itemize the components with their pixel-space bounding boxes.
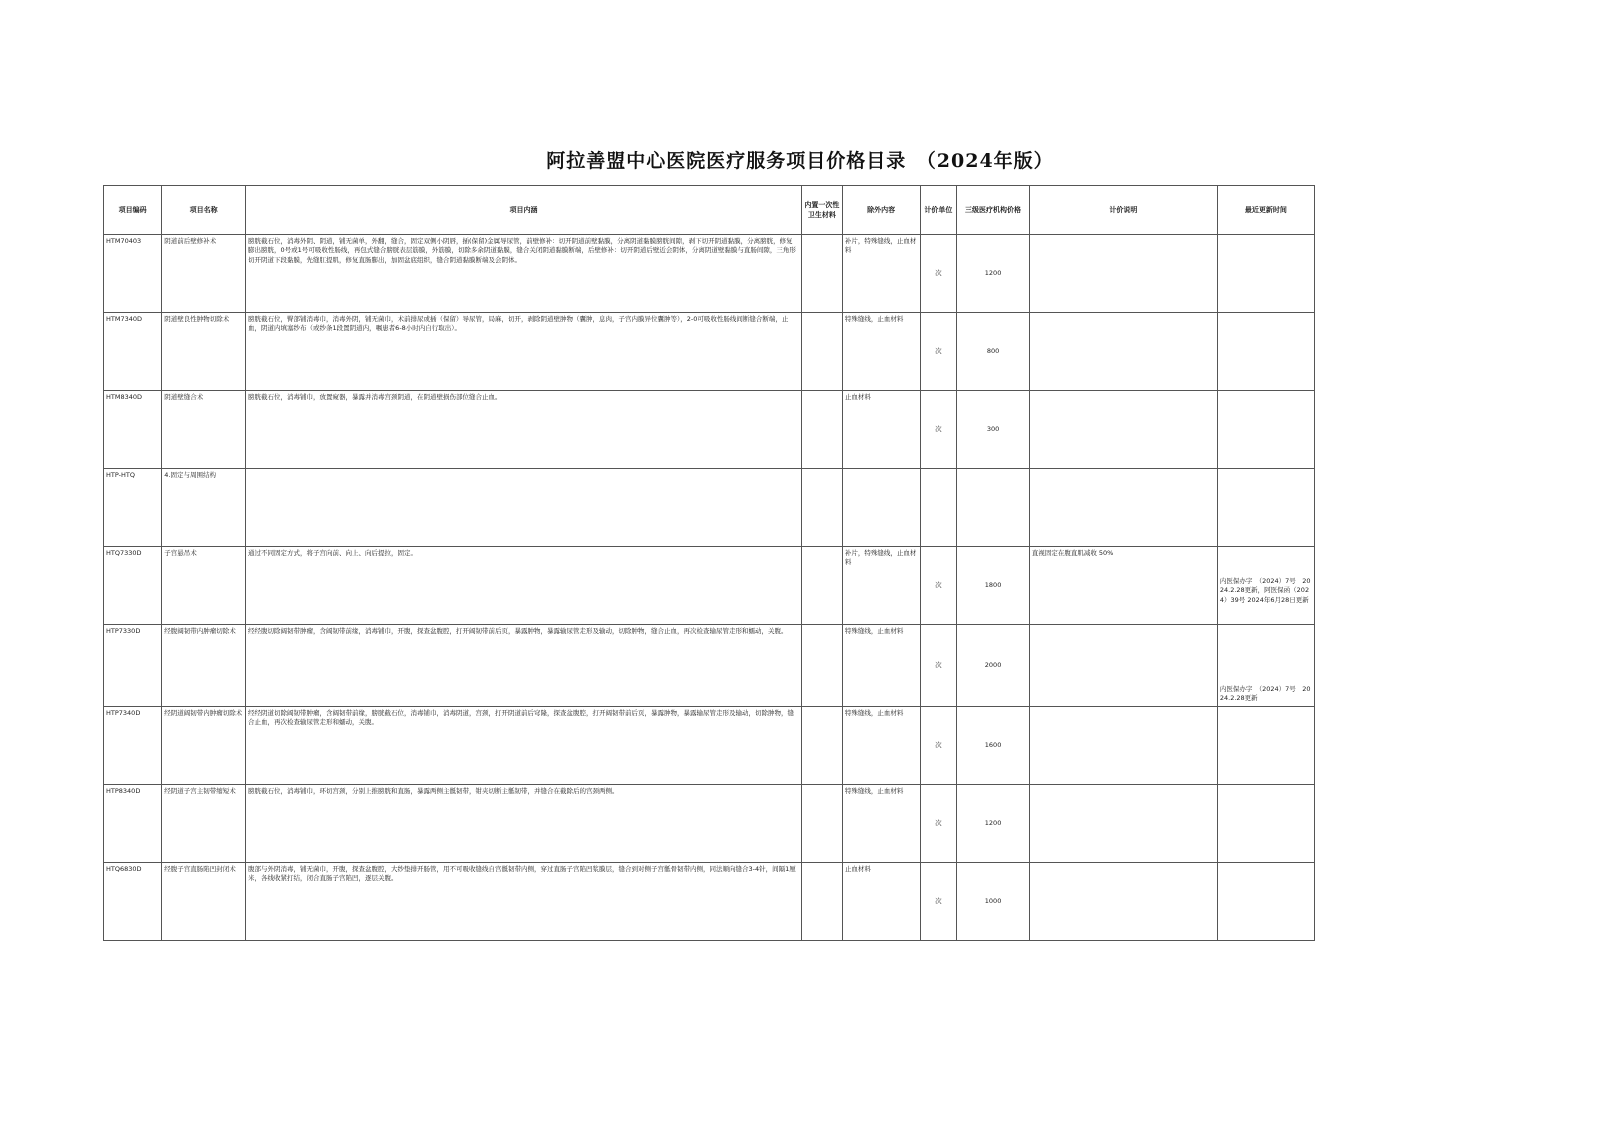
cell-note	[1029, 862, 1217, 940]
table-row	[104, 706, 1315, 784]
cell-price: 1200	[957, 784, 1030, 862]
cell-price: 1800	[957, 547, 1030, 625]
table-row	[104, 313, 1315, 391]
cell-unit: 次	[920, 235, 957, 313]
cell-updated	[1217, 862, 1314, 940]
cell-unit: 次	[920, 862, 957, 940]
cell-excluded: 特殊缝线，止血材料	[842, 784, 920, 862]
header-price: 三级医疗机构价格	[957, 186, 1030, 235]
cell-name: 经阴道子宫主韧带缩短术	[162, 784, 246, 862]
cell-note	[1029, 313, 1217, 391]
header-content: 项目内涵	[246, 186, 802, 235]
cell-unit	[920, 469, 957, 547]
cell-code: HTP8340D	[104, 784, 162, 862]
cell-price	[957, 469, 1030, 547]
cell-excluded: 止血材料	[842, 391, 920, 469]
cell-code: HTP-HTQ	[104, 469, 162, 547]
cell-material	[801, 706, 842, 784]
cell-excluded	[842, 469, 920, 547]
cell-code: HTM7340D	[104, 313, 162, 391]
table-row	[104, 862, 1315, 940]
cell-material	[801, 469, 842, 547]
cell-content: 腹部与外阴消毒，铺无菌巾，开腹，探查盆腹腔，大纱垫排开肠管，用不可吸收缝线自宫骶韧带内侧，穿过直肠子宫陷凹浆膜层，缝合到对侧子宫骶骨韧带内侧，同法顺向缝合3-4针，间隔1厘米，各线收紧打结，闭合直肠子宫陷凹，逐层关腹。	[246, 862, 802, 940]
table-row	[104, 547, 1315, 625]
cell-name: 经腹阔韧带内肿瘤切除术	[162, 625, 246, 707]
cell-excluded: 补片，特殊缝线，止血材料	[842, 235, 920, 313]
cell-updated	[1217, 469, 1314, 547]
table-header-row	[104, 186, 1315, 235]
cell-content: 膀胱截石位，消毒外阴、阴道，铺无菌单，外翻，缝合，固定双侧小阴唇，插(保留)金属导尿管，前壁修补：切开阴道前壁黏膜，分离阴道黏膜膀胱间隙，剥下切开阴道黏膜，分离膀胱，修复膨出膀胱，0号或1号可吸收性肠线，再包式缝合膀胱表层筋膜，外筋膜，切除多余阴道黏膜，缝合关闭阴道黏膜断端，后壁修补：切开阴道后壁近会阴体，分离阴道壁黏膜与直肠间隙，三角形切开阴道下段黏膜，先缝肛提肌，修复直肠膨出，加固盆底组织，缝合阴道黏膜断端及会阴体。	[246, 235, 802, 313]
table-row	[104, 235, 1315, 313]
cell-code: HTP7340D	[104, 706, 162, 784]
cell-price: 1600	[957, 706, 1030, 784]
table-row	[104, 784, 1315, 862]
cell-unit: 次	[920, 784, 957, 862]
cell-updated	[1217, 235, 1314, 313]
cell-note	[1029, 391, 1217, 469]
cell-material	[801, 784, 842, 862]
header-updated: 最近更新时间	[1217, 186, 1314, 235]
cell-price: 800	[957, 313, 1030, 391]
header-name: 项目名称	[162, 186, 246, 235]
cell-material	[801, 313, 842, 391]
cell-name: 4.固定与周围结构	[162, 469, 246, 547]
cell-code: HTP7330D	[104, 625, 162, 707]
cell-material	[801, 547, 842, 625]
cell-note	[1029, 706, 1217, 784]
header-note: 计价说明	[1029, 186, 1217, 235]
cell-content: 膀胱截石位，臀部铺消毒巾，消毒外阴，铺无菌巾，术前排尿或插（保留）导尿管，局麻，切开，剥除阴道壁肿物（囊肿，息肉，子宫内膜异位囊肿等），2-0可吸收性肠线间断缝合断端，止血，阴道内填塞纱布（或纱条1段置阴道内，嘱患者6-8小时内自行取出）。	[246, 313, 802, 391]
table-row	[104, 391, 1315, 469]
cell-content: 经经腹切除阔韧带肿瘤，含阔韧带前缘，消毒铺巾，开腹，探查盆腹腔，打开阔韧带前后页，暴露肿物，暴露输尿管走形及输动，切除肿物，缝合止血，再次检查输尿管走形和蠕动，关腹。	[246, 625, 802, 707]
header-material: 内置一次性卫生材料	[801, 186, 842, 235]
header-excluded: 除外内容	[842, 186, 920, 235]
cell-updated	[1217, 547, 1314, 625]
cell-material	[801, 862, 842, 940]
header-code: 项目编码	[104, 186, 162, 235]
cell-excluded: 补片，特殊缝线，止血材料	[842, 547, 920, 625]
cell-excluded: 止血材料	[842, 862, 920, 940]
cell-code: HTQ7330D	[104, 547, 162, 625]
cell-note	[1029, 784, 1217, 862]
cell-name: 阴道壁缝合术	[162, 391, 246, 469]
cell-unit: 次	[920, 625, 957, 707]
header-unit: 计价单位	[920, 186, 957, 235]
cell-note: 直视固定在腹直肌减收 50%	[1029, 547, 1217, 625]
cell-code: HTM8340D	[104, 391, 162, 469]
cell-unit: 次	[920, 547, 957, 625]
cell-updated	[1217, 391, 1314, 469]
cell-content: 膀胱截石位，消毒铺巾，环切宫颈，分别上推膀胱和直肠，暴露两侧主骶韧带，钳夹切断主骶韧带，并缝合在截除后的宫颈两侧。	[246, 784, 802, 862]
cell-material	[801, 625, 842, 707]
cell-unit: 次	[920, 706, 957, 784]
cell-updated	[1217, 784, 1314, 862]
cell-name: 经腹子宫直肠陷凹封闭术	[162, 862, 246, 940]
cell-code: HTM70403	[104, 235, 162, 313]
cell-content: 通过不同固定方式，将子宫向前、向上、向后提拉，固定。	[246, 547, 802, 625]
cell-price: 1200	[957, 235, 1030, 313]
update-note: 内医保办字 （2024）7号 2024.2.28更新，阿医保函（2024）39号 2024年6月28日更新	[1219, 577, 1311, 604]
price-catalog-table	[103, 185, 1315, 941]
cell-content: 膀胱截石位，消毒铺巾，放置窥器，暴露并消毒宫颈阴道，在阴道壁损伤部位缝合止血。	[246, 391, 802, 469]
cell-updated	[1217, 706, 1314, 784]
cell-unit: 次	[920, 313, 957, 391]
cell-name: 经阴道阔韧带内肿瘤切除术	[162, 706, 246, 784]
cell-excluded: 特殊缝线，止血材料	[842, 313, 920, 391]
cell-price: 2000	[957, 625, 1030, 707]
cell-price: 1000	[957, 862, 1030, 940]
cell-unit: 次	[920, 391, 957, 469]
cell-name: 阴道壁良性肿物切除术	[162, 313, 246, 391]
cell-note	[1029, 235, 1217, 313]
cell-excluded: 特殊缝线，止血材料	[842, 625, 920, 707]
cell-price: 300	[957, 391, 1030, 469]
cell-code: HTQ6830D	[104, 862, 162, 940]
cell-updated	[1217, 313, 1314, 391]
cell-material	[801, 391, 842, 469]
cell-material	[801, 235, 842, 313]
cell-updated	[1217, 625, 1314, 707]
cell-name: 子宫悬吊术	[162, 547, 246, 625]
cell-note	[1029, 625, 1217, 707]
table-row-section	[104, 469, 1315, 547]
cell-note	[1029, 469, 1217, 547]
cell-excluded: 特殊缝线，止血材料	[842, 706, 920, 784]
cell-content: 经经阴道切除阔韧带肿瘤，含阔韧带前缘，膀胱截石位，消毒铺巾，消毒阴道，宫颈，打开阴道前后穹隆，探查盆腹腔，打开阔韧带前后页，暴露肿物，暴露输尿管走形及输动，切除肿物，缝合止血，再次检查输尿管走形和蠕动，关腹。	[246, 706, 802, 784]
page-title: 阿拉善盟中心医院医疗服务项目价格目录 （2024年版）	[546, 150, 1054, 172]
table-row	[104, 625, 1315, 707]
cell-name: 阴道前后壁修补术	[162, 235, 246, 313]
cell-content	[246, 469, 802, 547]
update-note: 内医保办字 （2024）7号 2024.2.28更新	[1219, 685, 1311, 703]
